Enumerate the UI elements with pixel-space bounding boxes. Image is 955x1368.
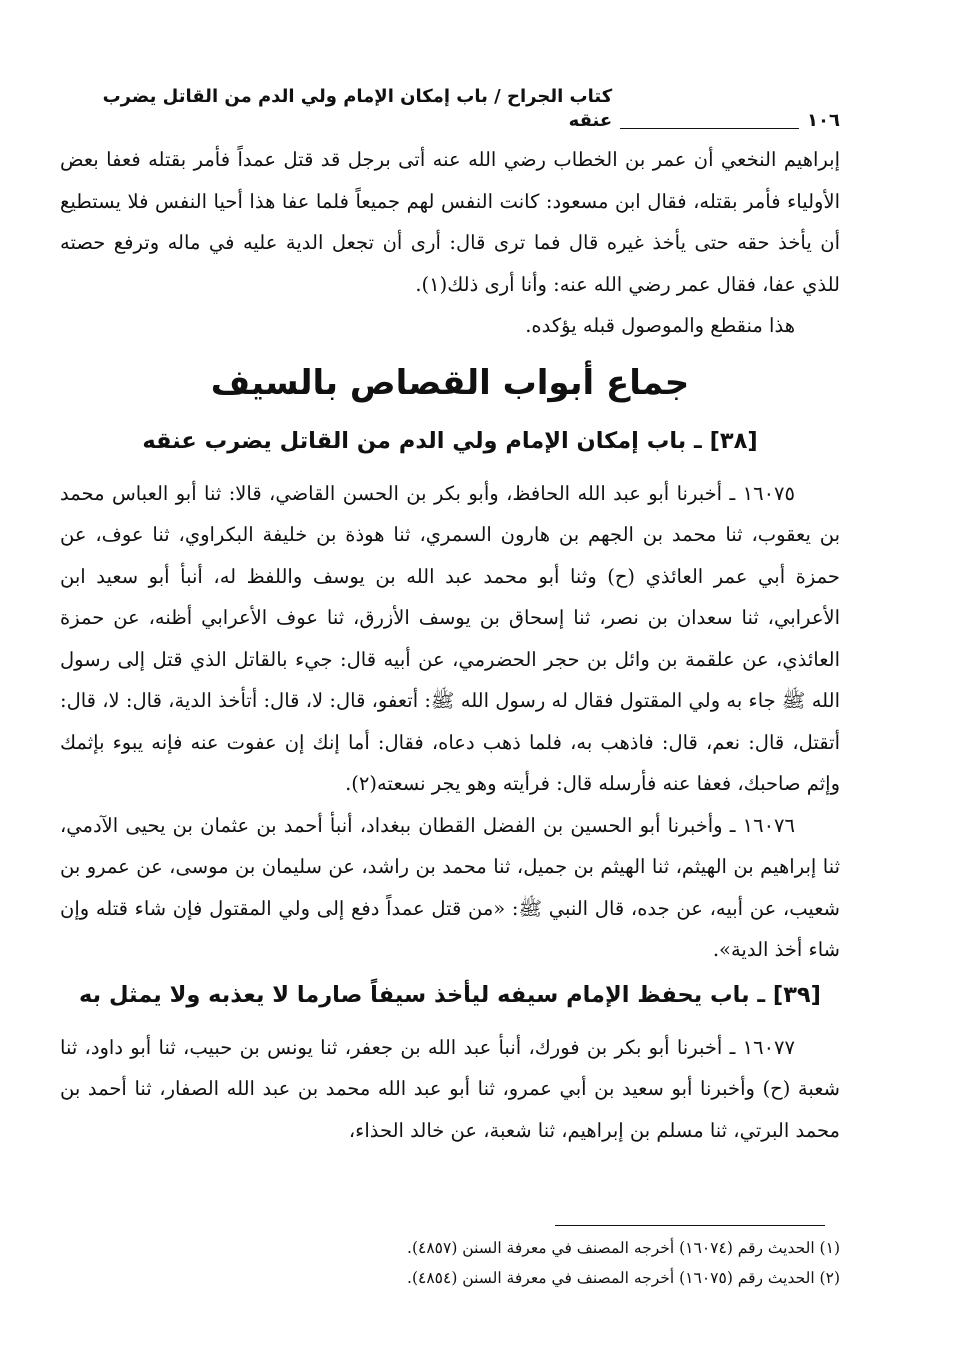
- intro-note: هذا منقطع والموصول قبله يؤكده.: [525, 314, 795, 337]
- section-title: جماع أبواب القصاص بالسيف: [210, 362, 690, 403]
- page-body: [60, 85, 840, 1151]
- hadith-16077: ١٦٠٧٧ ـ أخبرنا أبو بكر بن فورك، أنبأ عبد الله بن جعفر، ثنا يونس بن حبيب، ثنا أبو داود، ثنا شعبة (ح) وأخبرنا أبو سعيد بن أبي عمرو، ثنا أبو عبد الله محمد بن عبد الله الصفار، ثنا أحمد بن محمد البرتي، ثنا مسلم بن إبراهيم، ثنا شعبة، عن خالد الحذاء،: [60, 1035, 840, 1142]
- running-title: كتاب الجراح / باب إمكان الإمام ولي الدم من القاتل يضرب عنقه: [102, 86, 613, 131]
- chapter-38-title: [٣٨] ـ باب إمكان الإمام ولي الدم من القاتل يضرب عنقه: [142, 427, 758, 454]
- hadith-16076: ١٦٠٧٦ ـ وأخبرنا أبو الحسين بن الفضل القطان ببغداد، أنبأ أحمد بن عثمان بن يحيى الآدمي، ثنا إبراهيم بن الهيثم، ثنا الهيثم بن جميل، ثنا محمد بن راشد، عن سليمان بن موسى، عن عمرو بن شعيب، عن أبيه، عن جده، قال النبي ﷺ: «من قتل عمداً دفع إلى ولي المقتول فإن شاء قتله وإن شاء أخذ الدية».: [60, 813, 840, 961]
- footnote-2: (٢) الحديث رقم (١٦٠٧٥) أخرجه المصنف في معرفة السنن (٤٨٥٤).: [407, 1269, 840, 1287]
- header-rule: [709, 128, 799, 129]
- footnotes: [120, 1233, 840, 1293]
- hadith-16075: ١٦٠٧٥ ـ أخبرنا أبو عبد الله الحافظ، وأبو بكر بن الحسن القاضي، قالا: ثنا أبو العباس محمد بن يعقوب، ثنا محمد بن الجهم بن هارون السمري، ثنا هوذة بن خليفة البكراوي، ثنا عوف، عن حمزة أبي عمر العائذي (ح) وثنا أبو محمد عبد الله بن يوسف واللفظ له، أنبأ أبو سعيد ابن الأعرابي، ثنا سعدان بن نصر، ثنا إسحاق بن يوسف الأزرق، ثنا عوف الأعرابي أظنه، عن حمزة العائذي، عن علقمة بن وائل بن حجر الحضرمي، عن أبيه قال: جيء بالقاتل الذي قتل إلى رسول الله ﷺ جاء به ولي المقتول فقال له رسول الله ﷺ: أتعفو، قال: لا، قال: أتأخذ الدية، قال: لا، قال: أتقتل، قال: نعم، قال: فاذهب به، فلما ذهب دعاه، فقال: أما إنك إن عفوت عنه فإنه يبوء بإثمك وإثم صاحبك، فعفا عنه فأرسله قال: فرأيته وهو يجر نسعته(٢).: [60, 481, 840, 795]
- page-number: ١٠٦: [807, 110, 840, 131]
- header-rule-title: [620, 128, 709, 129]
- page-number-group: [709, 109, 840, 133]
- intro-paragraph: إبراهيم النخعي أن عمر بن الخطاب رضي الله عنه أتى برجل قد قتل عمداً فأمر بقتله فعفا بعض الأولياء فأمر بقتله، فقال ابن مسعود: كانت النفس لهم جميعاً فلما عفا هذا أحيا النفس فلا يستطيع أن يأخذ حقه حتى يأخذ غيره قال فما ترى قال: أرى أن تجعل الدية عليه في ماله وترفع حصته للذي عفا، فقال عمر رضي الله عنه: وأنا أرى ذلك(١).: [60, 148, 840, 296]
- footnote-separator: [555, 1225, 825, 1226]
- chapter-39-title: [٣٩] ـ باب يحفظ الإمام سيفه ليأخذ سيفاً صارما لا يعذبه ولا يمثل به: [79, 981, 821, 1008]
- footnote-1: (١) الحديث رقم (١٦٠٧٤) أخرجه المصنف في معرفة السنن (٤٨٥٧).: [407, 1239, 840, 1257]
- running-header: [60, 85, 840, 139]
- running-title-group: [60, 85, 709, 133]
